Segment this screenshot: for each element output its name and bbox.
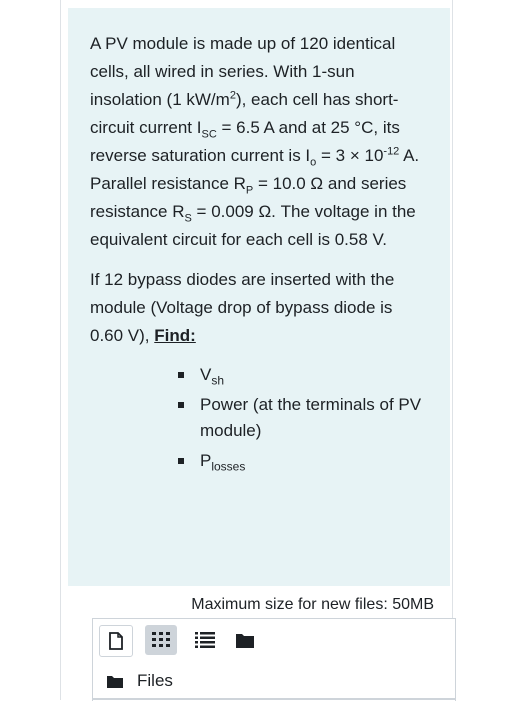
folder-icon	[236, 633, 254, 648]
files-folder-row[interactable]	[107, 669, 173, 693]
find-label: Find:	[154, 326, 196, 345]
grid-view-button[interactable]	[145, 625, 177, 655]
right-frame	[452, 0, 510, 700]
folder-icon	[107, 675, 123, 688]
list-item: Power (at the terminals of PV module)	[178, 392, 430, 444]
grid-view-icon	[152, 632, 170, 648]
file-picker-toolbar	[93, 619, 455, 661]
list-item: $P_{losses}$	[178, 448, 430, 474]
list-item: $V_{sh}$	[178, 362, 430, 388]
question-panel	[68, 8, 450, 586]
add-file-button[interactable]	[99, 625, 133, 657]
question-text	[90, 30, 430, 478]
file-picker	[92, 618, 456, 701]
new-file-icon	[108, 632, 124, 650]
bullet-icon	[178, 402, 184, 408]
tree-view-button[interactable]	[229, 625, 261, 655]
bullet-icon	[178, 372, 184, 378]
question-paragraph-1: A PV module is made up of 120 identical cells, all wired in series. With 1-sun insolation (1 $kW/m^2$), each cell has short-circuit current $I_{SC} = 6.5$ A and at 25 °C, its reverse saturation current is $I_o = 3 \times 10^{-12}$ A. Parallel resistance $R_P = 10.0$ Ω and series resistance $R_S = 0.009$ Ω. The voltage in the equivalent circuit for each cell is 0.58 V.	[90, 34, 420, 249]
list-view-icon	[195, 632, 215, 648]
question-paragraph-2: If 12 bypass diodes are inserted with the module (Voltage drop of bypass diode is 0.60 V), Find:	[90, 270, 395, 345]
find-list	[90, 362, 430, 474]
left-frame	[0, 0, 61, 700]
list-view-button[interactable]	[189, 625, 221, 655]
files-label: Files	[137, 671, 173, 690]
bullet-icon	[178, 458, 184, 464]
max-file-size-note: Maximum size for new files: 50MB	[191, 596, 434, 613]
